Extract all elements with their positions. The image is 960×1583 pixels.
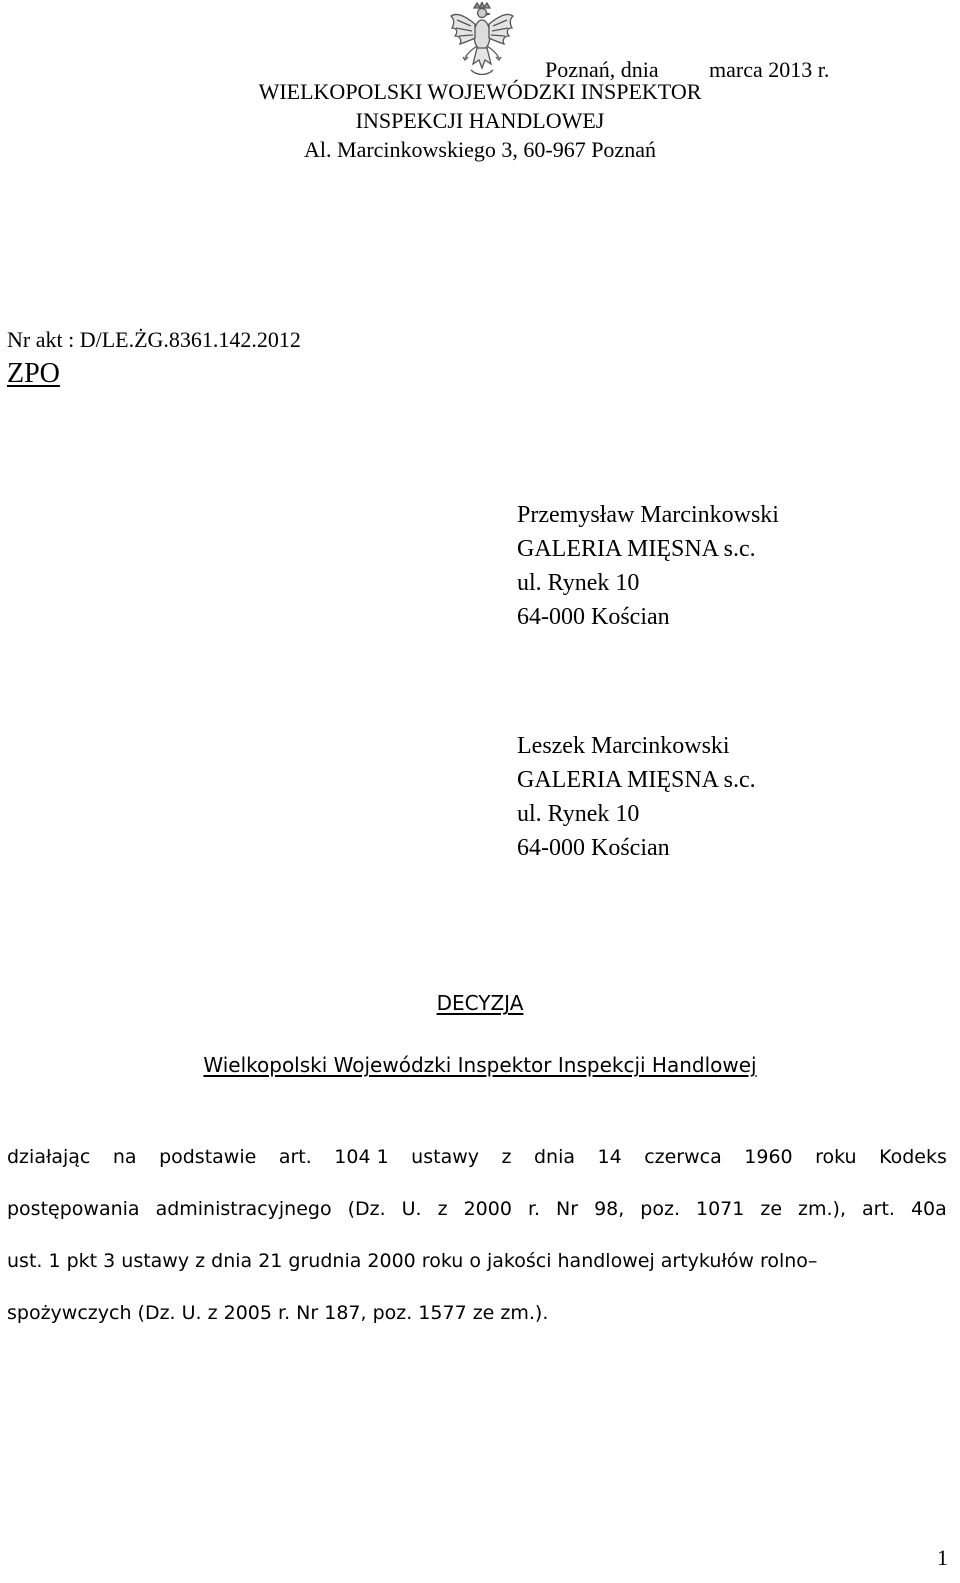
body-line-1 xyxy=(7,1144,947,1170)
body-word: Kodeks xyxy=(879,1146,947,1168)
body-word: art. xyxy=(862,1198,895,1220)
office-name-line1: WIELKOPOLSKI WOJEWÓDZKI INSPEKTOR xyxy=(258,79,702,104)
body-word: z xyxy=(437,1198,448,1220)
office-address: Al. Marcinkowskiego 3, 60-967 Poznań xyxy=(304,137,656,162)
body-word: dnia xyxy=(533,1146,576,1168)
file-code: ZPO xyxy=(7,358,60,389)
body-word: czerwca xyxy=(644,1146,722,1168)
body-word: administracyjnego xyxy=(155,1198,332,1220)
file-number: Nr akt : D/LE.ŻG.8361.142.2012 xyxy=(7,327,301,352)
recipient-1-name: Przemysław Marcinkowski xyxy=(517,502,779,528)
body-word: (Dz. xyxy=(347,1198,386,1220)
body-word: art. xyxy=(278,1146,312,1168)
body-line-4: spożywczych (Dz. U. z 2005 r. Nr 187, poz. 1577 ze zm.). xyxy=(7,1302,549,1324)
body-line-3: ust. 1 pkt 3 ustawy z dnia 21 grudnia 2000 roku o jakości handlowej artykułów rolno– xyxy=(7,1250,818,1272)
recipient-1-city: 64-000 Kościan xyxy=(517,604,670,630)
body-word: z xyxy=(501,1146,512,1168)
body-word: 98, xyxy=(594,1198,625,1220)
body-word: 40a xyxy=(910,1198,947,1220)
body-word: ze xyxy=(760,1198,783,1220)
body-word: 14 xyxy=(597,1146,622,1168)
recipient-2-city: 64-000 Kościan xyxy=(517,835,670,861)
body-line-2 xyxy=(7,1196,947,1222)
body-word: U. xyxy=(401,1198,422,1220)
recipient-2-name: Leszek Marcinkowski xyxy=(517,733,730,759)
body-word: 1960 xyxy=(744,1146,793,1168)
office-name-line2: INSPEKCJI HANDLOWEJ xyxy=(355,108,605,133)
body-word: zm.), xyxy=(798,1198,847,1220)
body-word: podstawie xyxy=(159,1146,257,1168)
recipient-1-street: ul. Rynek 10 xyxy=(517,570,640,596)
decision-issuer: Wielkopolski Wojewódzki Inspektor Inspekcji Handlowej xyxy=(203,1053,757,1077)
body-word: Nr xyxy=(556,1198,579,1220)
body-word: 2000 xyxy=(463,1198,512,1220)
date-place: Poznań, dnia xyxy=(545,57,659,82)
body-word: poz. xyxy=(640,1198,680,1220)
body-word: roku xyxy=(815,1146,857,1168)
eagle-emblem-icon xyxy=(449,2,515,78)
body-word: r. xyxy=(527,1198,541,1220)
body-word: 104 1 xyxy=(334,1146,389,1168)
body-word: na xyxy=(112,1146,137,1168)
body-word: ustawy xyxy=(411,1146,479,1168)
body-word: działając xyxy=(7,1146,91,1168)
decision-title: DECYZJA xyxy=(436,991,524,1015)
page-number: 1 xyxy=(937,1545,948,1570)
body-word: 1071 xyxy=(696,1198,745,1220)
date-month-year: marca 2013 r. xyxy=(709,57,830,82)
recipient-2-street: ul. Rynek 10 xyxy=(517,801,640,827)
recipient-1-company: GALERIA MIĘSNA s.c. xyxy=(517,536,756,562)
body-word: postępowania xyxy=(7,1198,140,1220)
recipient-2-company: GALERIA MIĘSNA s.c. xyxy=(517,767,756,793)
